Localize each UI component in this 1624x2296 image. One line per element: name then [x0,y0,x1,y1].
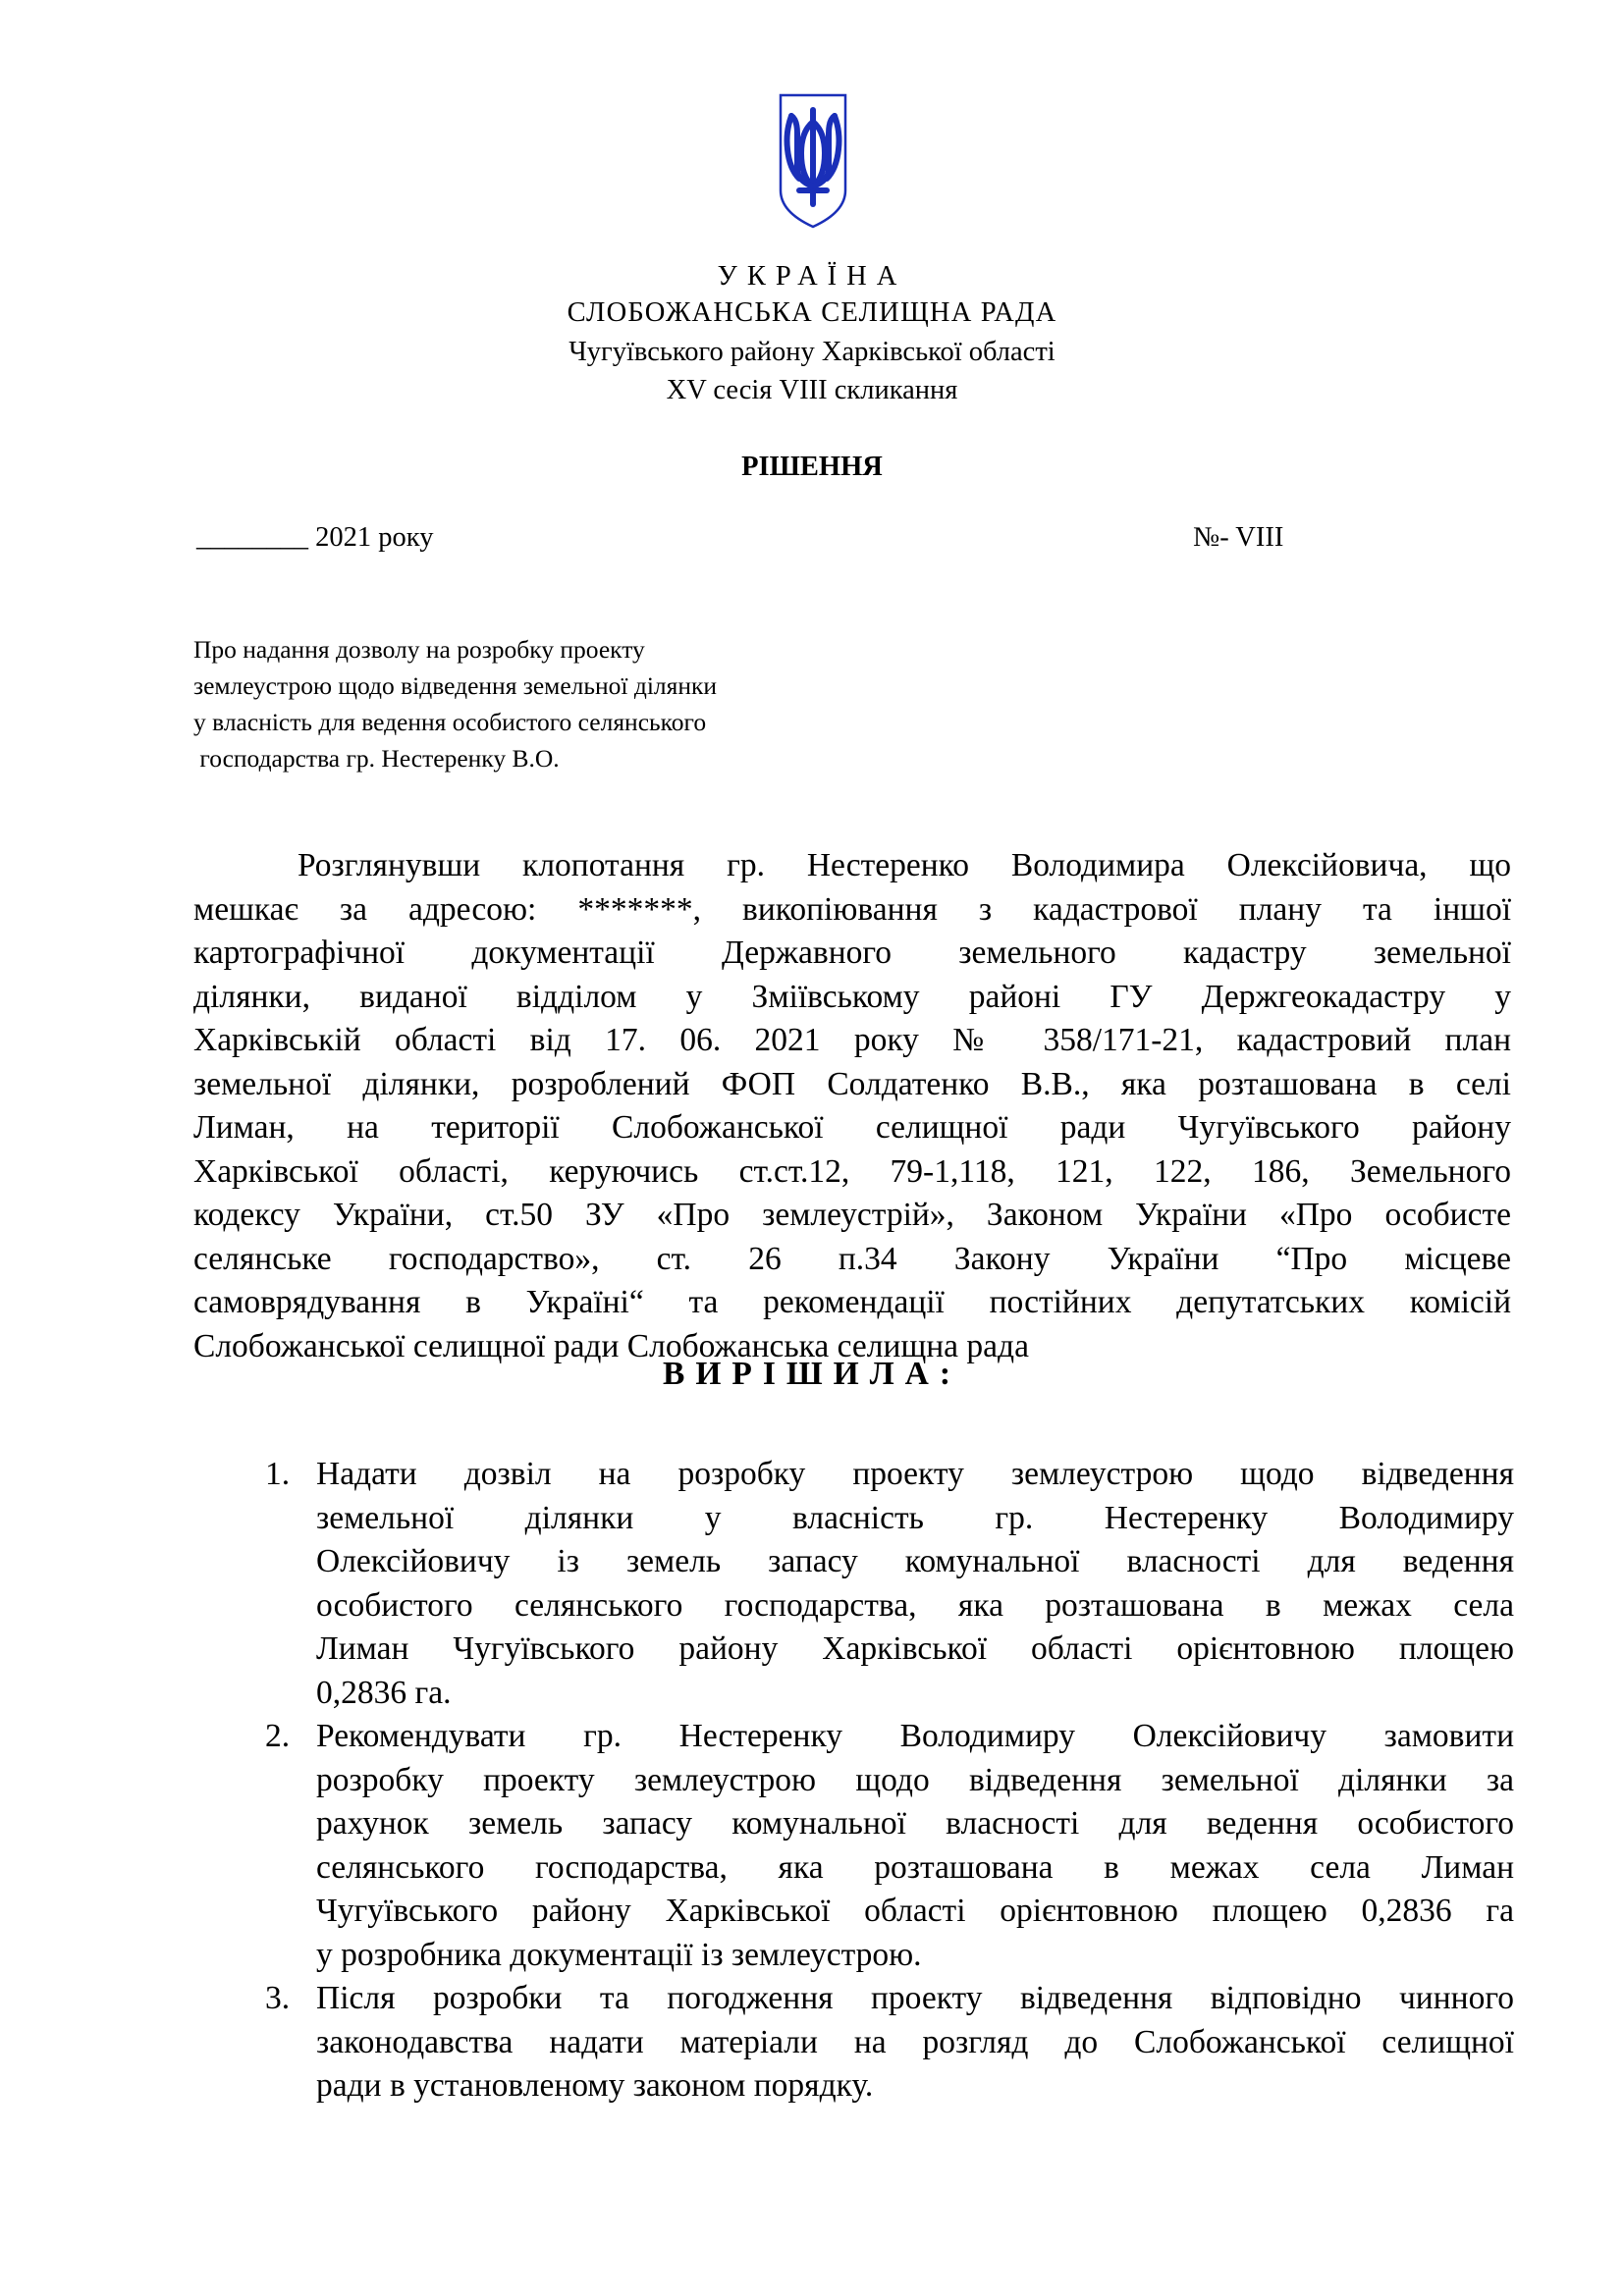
decision-line: ради в установленому законом порядку. [316,2067,874,2104]
decision-line: розробку проекту землеустрою щодо відведення земельної ділянки за [316,1761,1514,1798]
decision-line: Олексійовичу із земель запасу комунальної власності для ведення [316,1543,1514,1579]
district-heading: Чугуївського району Харківської області [568,337,1056,367]
decision-item-number: 3. [265,1980,291,2016]
decision-item-number: 2. [265,1718,291,1754]
country-heading: УКРАЇНА [717,261,907,292]
preamble-line: селянське господарство», ст. 26 п.34 Закону України “Про місцеве [193,1240,1511,1277]
preamble-line: Слобожанської селищної ради Слобожанська селищна рада [193,1327,1029,1364]
preamble-line: ділянки, виданої відділом у Зміївському районі ГУ Держгеокадастру у [193,978,1511,1015]
decision-item [265,1453,1514,1715]
subject-line: господарства гр. Нестеренку В.О. [193,744,560,773]
decision-line: земельної ділянки у власність гр. Нестеренку Володимиру [316,1499,1514,1536]
session-heading: XV сесія VIII скликання [666,375,958,405]
preamble-paragraph [193,844,1511,1368]
subject-line: Про надання дозволу на розробку проекту [193,635,645,664]
preamble-line: мешкає за адресою: *******, викопіювання з кадастрової плану та іншої [193,890,1511,928]
decision-line: рахунок земель запасу комунальної власності для ведення особистого [316,1805,1514,1842]
decision-item [265,1715,1514,1977]
decision-number: №- VIII [1193,522,1284,553]
decision-subject [193,631,881,776]
preamble-line: Харківської області, керуючись ст.ст.12, 79-1,118, 121, 122, 186, Земельного [193,1152,1511,1190]
preamble-line: самоврядування в Україні“ та рекомендації постійних депутатських комісій [193,1284,1511,1320]
subject-line: землеустрою щодо відведення земельної ділянки [193,671,718,700]
preamble-line: земельної ділянки, розроблений ФОП Солдатенко В.В., яка розташована в селі [193,1065,1511,1102]
decision-line: Рекомендувати гр. Нестеренку Володимиру Олексійовичу замовити [316,1718,1514,1754]
resolved-heading: ВИРІШИЛА: [662,1356,962,1392]
decision-line: Надати дозвіл на розробку проекту землеустрою щодо відведення [316,1456,1514,1492]
tryzub-coat-of-arms-icon [778,92,848,230]
subject-line: у власність для ведення особистого селянського [193,708,707,736]
council-heading: СЛОБОЖАНСЬКА СЕЛИЩНА РАДА [567,297,1057,328]
document-title: РІШЕННЯ [741,452,883,482]
decision-line: Лиман Чугуївського району Харківської області орієнтовною площею [316,1630,1514,1667]
preamble-line: картографічної документації Державного земельного кадастру земельної [193,934,1511,971]
decision-line: особистого селянського господарства, яка розташована в межах села [316,1586,1514,1624]
decision-item [265,1977,1514,2109]
preamble-line: кодексу України, ст.50 ЗУ «Про землеустрій», Законом України «Про особисте [193,1197,1511,1233]
decision-line: 0,2836 га. [316,1674,452,1711]
decision-line: Після розробки та погодження проекту відведення відповідно чинного [316,1980,1514,2016]
preamble-line: Лиман, на території Слобожанської селищної ради Чугуївського району [193,1109,1511,1146]
decision-date: ________ 2021 року [196,522,434,553]
decision-item-number: 1. [265,1456,291,1492]
decision-line: законодавства надати матеріали на розгляд до Слобожанської селищної [316,2023,1514,2060]
preamble-line: Розглянувши клопотання гр. Нестеренко Володимира Олексійовича, що [298,847,1511,883]
decision-line: селянського господарства, яка розташована в межах села Лиман [316,1848,1514,1886]
decision-line: у розробника документації із землеустрою. [316,1936,922,1973]
decision-line: Чугуївського району Харківської області орієнтовною площею 0,2836 га [316,1893,1514,1929]
preamble-line: Харківській області від 17. 06. 2021 року № 358/171-21, кадастровий план [193,1022,1511,1058]
decisions-list [265,1453,1514,2109]
